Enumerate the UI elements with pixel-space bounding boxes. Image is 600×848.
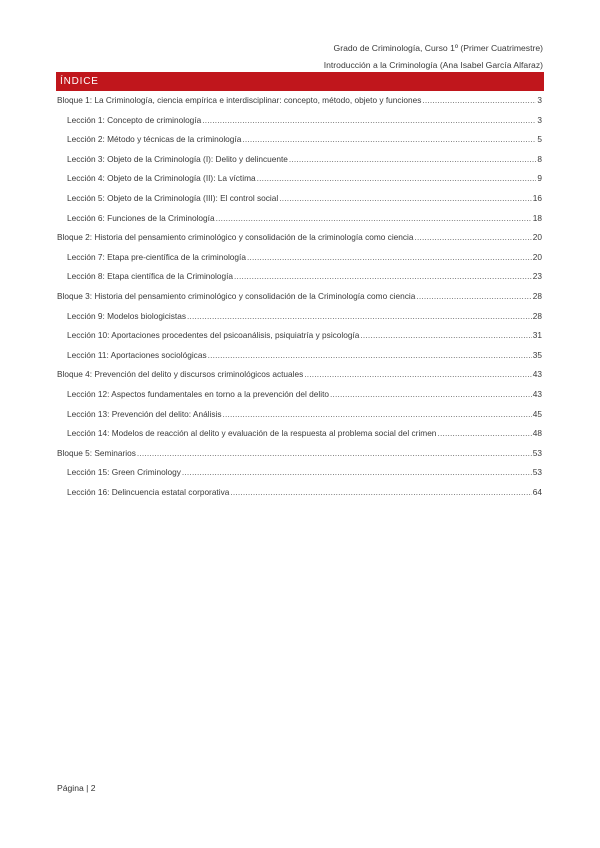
toc-entry-title: Lección 4: Objeto de la Criminología (II): La víctima — [67, 173, 256, 184]
toc-lesson-entry[interactable] — [57, 428, 542, 448]
toc-entry-title: Lección 14: Modelos de reacción al delito y evaluación de la respuesta al problema social del crimen — [67, 428, 437, 439]
toc-leader-dots — [247, 252, 532, 262]
toc-leader-dots — [208, 350, 532, 360]
toc-lesson-entry[interactable] — [57, 467, 542, 487]
toc-leader-dots — [230, 487, 531, 497]
toc-leader-dots — [437, 428, 531, 438]
toc-leader-dots — [279, 193, 532, 203]
toc-entry-page: 31 — [532, 330, 542, 341]
index-heading: ÍNDICE — [56, 72, 544, 91]
toc-leader-dots — [187, 311, 532, 321]
toc-entry-title: Lección 5: Objeto de la Criminología (III): El control social — [67, 192, 279, 203]
toc-entry-page: 9 — [537, 173, 542, 184]
toc-entry-page: 8 — [537, 153, 542, 164]
toc-leader-dots — [257, 173, 537, 183]
header-subject-line: Introducción a la Criminología (Ana Isabel García Alfaraz) — [323, 60, 543, 70]
toc-entry-page: 48 — [532, 428, 542, 439]
toc-lesson-entry[interactable] — [57, 213, 542, 233]
toc-entry-page: 23 — [532, 271, 542, 282]
toc-leader-dots — [137, 448, 532, 458]
toc-entry-title: Lección 9: Modelos biologicistas — [67, 310, 186, 321]
toc-leader-dots — [422, 95, 536, 105]
toc-entry-page: 43 — [532, 388, 542, 399]
toc-leader-dots — [360, 330, 531, 340]
toc-entry-title: Bloque 1: La Criminología, ciencia empírica e interdisciplinar: concepto, método, objeto y funciones — [57, 95, 422, 105]
toc-entry-title: Lección 3: Objeto de la Criminología (I): Delito y delincuente — [67, 153, 288, 164]
toc-entry-page: 3 — [537, 95, 542, 105]
toc-entry-page: 20 — [532, 251, 542, 262]
toc-leader-dots — [289, 154, 536, 164]
toc-entry-title: Lección 6: Funciones de la Criminología — [67, 212, 215, 223]
toc-entry-title: Bloque 5: Seminarios — [57, 447, 136, 458]
toc-block-entry[interactable] — [57, 369, 542, 389]
toc-leader-dots — [242, 134, 536, 144]
toc-leader-dots — [202, 115, 536, 125]
toc-block-entry[interactable] — [57, 291, 542, 311]
toc-entry-title: Lección 12: Aspectos fundamentales en torno a la prevención del delito — [67, 388, 329, 399]
toc-block-entry[interactable] — [57, 232, 542, 252]
toc-lesson-entry[interactable] — [57, 115, 542, 135]
toc-entry-page: 53 — [532, 467, 542, 478]
toc-lesson-entry[interactable] — [57, 154, 542, 174]
toc-entry-page: 53 — [532, 447, 542, 458]
toc-entry-title: Lección 10: Aportaciones procedentes del psicoanálisis, psiquiatría y psicología — [67, 330, 360, 341]
toc-lesson-entry[interactable] — [57, 311, 542, 331]
toc-lesson-entry[interactable] — [57, 330, 542, 350]
toc-lesson-entry[interactable] — [57, 409, 542, 429]
toc-lesson-entry[interactable] — [57, 487, 542, 507]
toc-lesson-entry[interactable] — [57, 389, 542, 409]
toc-leader-dots — [416, 291, 531, 301]
toc-entry-page: 28 — [532, 290, 542, 301]
toc-entry-title: Lección 7: Etapa pre-científica de la criminología — [67, 251, 246, 262]
toc-leader-dots — [415, 232, 532, 242]
toc-entry-page: 45 — [532, 408, 542, 419]
toc-entry-page: 20 — [532, 232, 542, 243]
toc-entry-page: 43 — [532, 369, 542, 380]
table-of-contents — [57, 95, 542, 506]
toc-lesson-entry[interactable] — [57, 193, 542, 213]
toc-entry-title: Lección 15: Green Criminology — [67, 467, 181, 478]
toc-leader-dots — [234, 271, 532, 281]
header-course-line: Grado de Criminología, Curso 1º (Primer Cuatrimestre) — [333, 43, 543, 53]
toc-leader-dots — [304, 369, 531, 379]
toc-entry-page: 64 — [532, 486, 542, 497]
toc-entry-title: Lección 8: Etapa científica de la Criminología — [67, 271, 234, 282]
toc-entry-title: Lección 2: Método y técnicas de la criminología — [67, 134, 242, 145]
toc-entry-page: 28 — [532, 310, 542, 321]
toc-block-entry[interactable] — [57, 448, 542, 468]
toc-leader-dots — [216, 213, 532, 223]
toc-entry-page: 3 — [537, 114, 542, 125]
toc-entry-title: Bloque 4: Prevención del delito y discursos criminológicos actuales — [57, 369, 304, 380]
toc-lesson-entry[interactable] — [57, 350, 542, 370]
toc-entry-page: 35 — [532, 349, 542, 360]
toc-lesson-entry[interactable] — [57, 173, 542, 193]
toc-entry-page: 5 — [537, 134, 542, 145]
toc-entry-title: Lección 11: Aportaciones sociológicas — [67, 349, 207, 360]
toc-entry-title: Bloque 2: Historia del pensamiento criminológico y consolidación de la criminología como ciencia — [57, 232, 414, 243]
toc-entry-title: Lección 13: Prevención del delito: Análisis — [67, 408, 222, 419]
toc-entry-page: 16 — [532, 192, 542, 203]
toc-entry-page: 18 — [532, 212, 542, 223]
toc-entry-title: Bloque 3: Historia del pensamiento criminológico y consolidación de la Criminología como ciencia — [57, 290, 416, 301]
toc-block-entry[interactable] — [57, 95, 542, 115]
toc-leader-dots — [330, 389, 532, 399]
toc-lesson-entry[interactable] — [57, 252, 542, 272]
toc-entry-title: Lección 16: Delincuencia estatal corporativa — [67, 486, 230, 497]
page-number: Página | 2 — [57, 783, 96, 793]
toc-leader-dots — [223, 409, 532, 419]
toc-entry-title: Lección 1: Concepto de criminología — [67, 114, 202, 125]
toc-leader-dots — [182, 467, 532, 477]
toc-lesson-entry[interactable] — [57, 271, 542, 291]
toc-lesson-entry[interactable] — [57, 134, 542, 154]
page-header — [324, 40, 543, 74]
